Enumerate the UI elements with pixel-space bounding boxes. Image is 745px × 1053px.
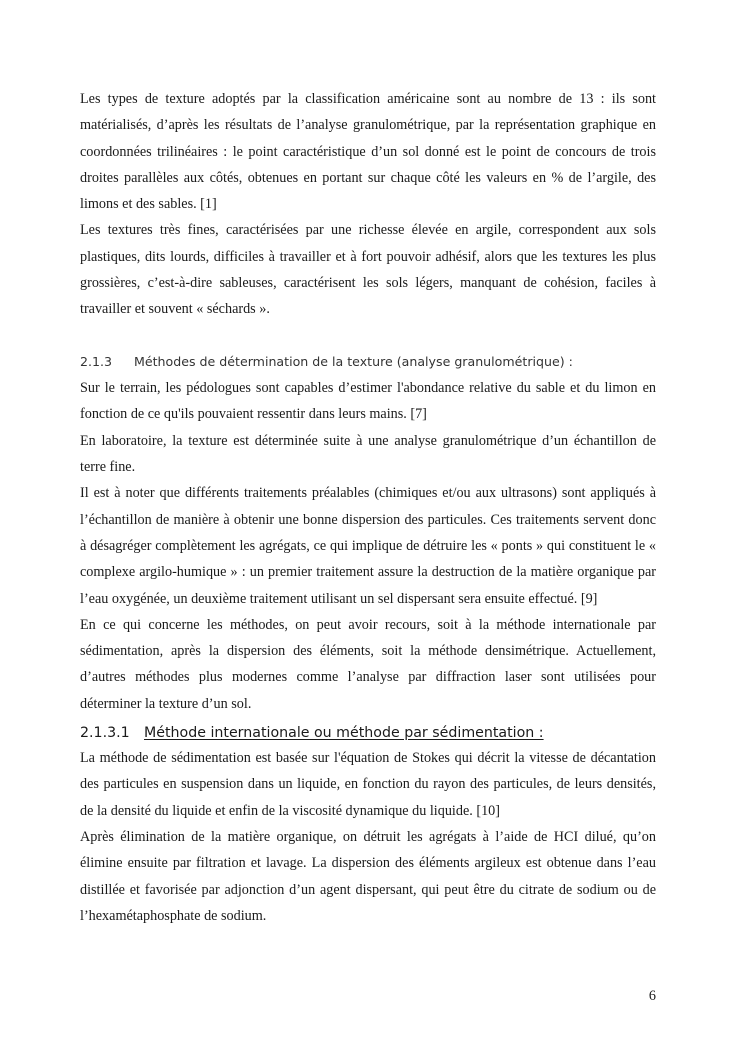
paragraph-pretreatments: Il est à noter que différents traitements préalables (chimiques et/ou aux ultrasons) sont appliqués à l’échantillon de manière à obtenir une bonne dispersion des particules. Ces traitements servent donc à désagréger complètement les agrégats, ce qui implique de détruire les « ponts » qui constituent le « complexe argilo-humique » : un premier traitement assure la destruction de la matière organique par l’eau oxygénée, un deuxième traitement utilisant un sel dispersant sera ensuite effectué. [9]	[80, 485, 656, 607]
paragraph-field-estimation: Sur le terrain, les pédologues sont capables d’estimer l'abondance relative du sable et du limon en fonction de ce qu'ils pouvaient ressentir dans leurs mains. [7]	[80, 380, 656, 423]
section-number: 2.1.3	[80, 353, 113, 369]
paragraph-texture-types: Les types de texture adoptés par la classification américaine sont au nombre de 13 : ils sont matérialisés, d’après les résultats de l’analyse granulométrique, par la représentation graphique en coordonnées trilinéaires : le point caractéristique d’un sol donné est le point de concours de trois droites parallèles aux côtés, obtenues en portant sur chaque côté les valeurs en % de l’argile, des limons et des sables. [1]	[80, 91, 656, 213]
paragraph-methods: En ce qui concerne les méthodes, on peut avoir recours, soit à la méthode internationale par sédimentation, après la dispersion des éléments, soit la méthode densimétrique. Actuellement, d’autres méthodes plus modernes comme l’analyse par diffraction laser sont utilisées pour déterminer la texture d’un sol.	[80, 616, 656, 712]
paragraph-dispersion: Après élimination de la matière organique, on détruit les agrégats à l’aide de HCI dilué, qu’on élimine ensuite par filtration et lavage. La dispersion des éléments argileux est obtenue dans l’eau distillée et favorisée par adjonction d’un agent dispersant, qui peut être du citrate de sodium ou de l’hexamétaphosphate de sodium.	[80, 828, 656, 924]
subsection-title: Méthode internationale ou méthode par sédimentation :	[144, 725, 544, 742]
section-heading-2-1-3-1	[80, 721, 656, 745]
section-heading-2-1-3	[80, 349, 656, 376]
subsection-number: 2.1.3.1	[80, 725, 130, 742]
paragraph-stokes: La méthode de sédimentation est basée sur l'équation de Stokes qui décrit la vitesse de décantation des particules en suspension dans un liquide, en fonction du rayon des particules, de leurs densités, de la densité du liquide et enfin de la viscosité dynamique du liquide. [10]	[80, 750, 656, 819]
spacer	[80, 323, 656, 349]
page-body	[80, 86, 656, 929]
paragraph-laboratory: En laboratoire, la texture est déterminée suite à une analyse granulométrique d’un échantillon de terre fine.	[80, 432, 656, 476]
paragraph-texture-fineness: Les textures très fines, caractérisées par une richesse élevée en argile, correspondent aux sols plastiques, dits lourds, difficiles à travailler et à fort pouvoir adhésif, alors que les textures les plus grossières, c’est-à-dire sableuses, caractérisent les sols légers, manquant de cohésion, faciles à travailler et souvent « séchards ».	[80, 222, 656, 318]
section-title: Méthodes de détermination de la texture (analyse granulométrique) :	[134, 353, 573, 369]
page-number: 6	[648, 988, 656, 1004]
